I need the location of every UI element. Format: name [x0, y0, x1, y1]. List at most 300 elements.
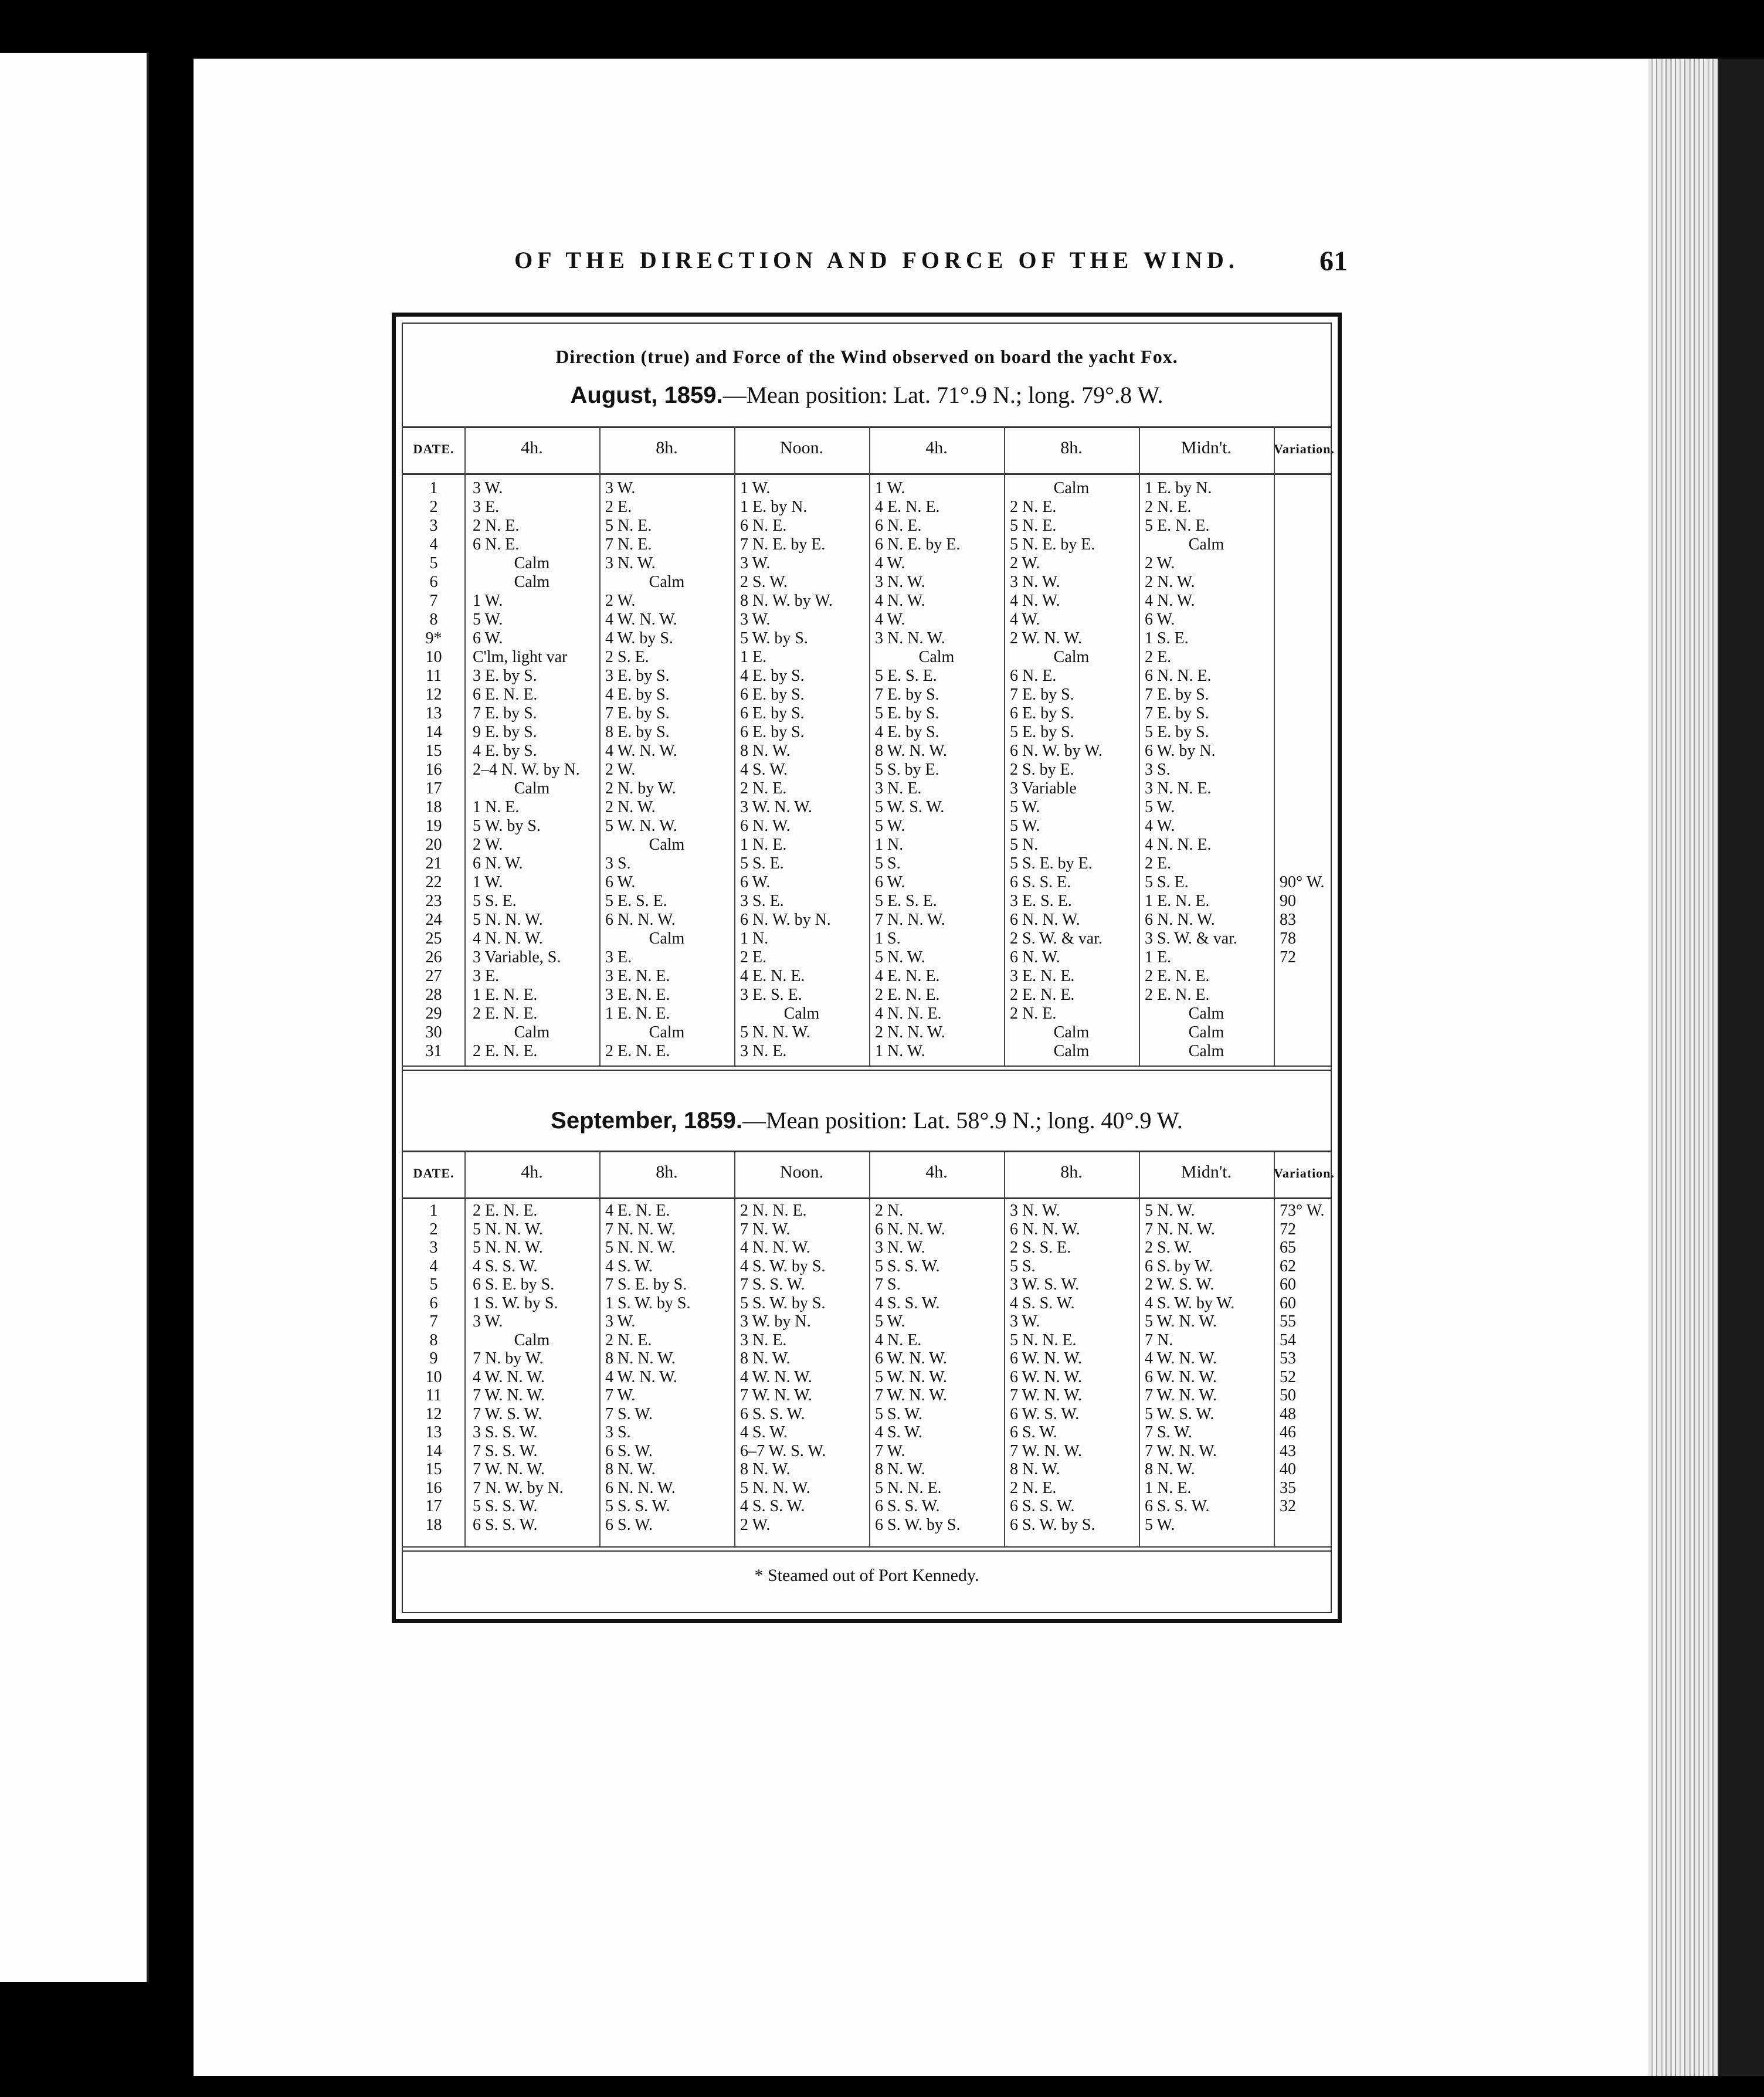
- date-cell: 17: [425, 779, 442, 798]
- wind-cell: 3 S.: [605, 1423, 631, 1441]
- scan-border: [1718, 59, 1764, 2076]
- date-cell: 11: [426, 1386, 442, 1404]
- wind-cell: 5 W.: [473, 610, 503, 629]
- wind-cell: 8 N. W.: [740, 1460, 791, 1478]
- table-row: [403, 892, 1331, 911]
- table-row: [403, 1312, 1331, 1331]
- wind-cell: 5 E. N. E.: [1145, 517, 1210, 535]
- wind-cell: 2 E. N. E.: [1145, 967, 1210, 985]
- wind-cell: 1 N. E.: [473, 798, 520, 816]
- wind-cell: 1 N.: [740, 929, 769, 948]
- wind-cell: 7 W. N. W.: [740, 1386, 812, 1404]
- wind-cell: 5 N. W.: [875, 948, 925, 966]
- table-row: [403, 517, 1331, 535]
- wind-cell: 1 S. E.: [1145, 629, 1189, 647]
- table-row: [403, 817, 1331, 836]
- wind-cell: 5 E. S. E.: [875, 892, 937, 910]
- wind-cell: 5 N. N. E.: [875, 1478, 942, 1497]
- september-title-rest: —Mean position: Lat. 58°.9 N.; long. 40°.9 W.: [742, 1107, 1183, 1134]
- table-row: [403, 1479, 1331, 1498]
- wind-cell: 7 W. N. W.: [1145, 1441, 1217, 1460]
- variation-cell: 54: [1280, 1331, 1296, 1349]
- wind-cell: 2 W.: [1010, 554, 1040, 572]
- variation-cell: 78: [1280, 929, 1296, 948]
- wind-cell: 6 E. by S.: [740, 704, 805, 722]
- wind-cell: 4 N. W.: [1145, 592, 1195, 610]
- wind-cell: 2 E. N. E.: [473, 1202, 538, 1220]
- wind-cell: 5 S. E.: [473, 892, 517, 910]
- wind-cell: 5 W.: [1010, 798, 1040, 816]
- wind-cell: 7 N. E.: [605, 535, 652, 554]
- wind-cell: 4 W. N. W.: [605, 742, 677, 760]
- table-row: [403, 1023, 1331, 1042]
- august-column-header: DATE.: [413, 442, 454, 456]
- wind-cell: 2 N.: [875, 1202, 904, 1220]
- date-cell: 3: [429, 517, 438, 535]
- wind-cell: 1 E.: [740, 648, 767, 666]
- wind-cell: 5 N. N. W.: [740, 1478, 810, 1497]
- wind-cell: 3 W. S. W.: [1010, 1275, 1080, 1294]
- wind-cell: 6 S. S. W.: [740, 1404, 805, 1423]
- wind-cell: 5 N. W.: [1145, 1202, 1195, 1220]
- wind-cell: 2 E. N. E.: [605, 1042, 670, 1060]
- wind-cell: Calm: [1188, 1042, 1224, 1060]
- table-row: [403, 1331, 1331, 1350]
- wind-cell: 3 N. E.: [740, 1042, 787, 1060]
- wind-cell: 2 N. E.: [740, 779, 787, 798]
- table-row: [403, 554, 1331, 573]
- table-row: [403, 1349, 1331, 1368]
- wind-cell: 5 N.: [1010, 836, 1039, 854]
- wind-cell: 7 W. N. W.: [473, 1386, 545, 1404]
- date-cell: 25: [425, 929, 442, 948]
- wind-cell: Calm: [649, 836, 685, 854]
- september-column-header: Midn't.: [1180, 1162, 1232, 1182]
- date-cell: 14: [425, 1441, 442, 1460]
- wind-cell: 6 N. N. W.: [875, 1220, 945, 1238]
- wind-cell: 2 S. W.: [1145, 1238, 1192, 1257]
- date-cell: 8: [429, 610, 438, 629]
- table-row: [403, 798, 1331, 817]
- wind-cell: 7 N. E. by E.: [740, 535, 826, 554]
- date-cell: 15: [425, 1460, 442, 1478]
- wind-cell: 4 E. N. E.: [875, 967, 940, 985]
- september-title-bold: September, 1859.: [551, 1108, 742, 1134]
- wind-cell: 5 E. by S.: [1145, 723, 1209, 741]
- wind-cell: Calm: [514, 1023, 550, 1041]
- wind-cell: 4 S. W.: [875, 1423, 922, 1441]
- wind-cell: 2 N. N. E.: [740, 1202, 807, 1220]
- variation-cell: 72: [1280, 948, 1296, 966]
- date-cell: 29: [425, 1005, 442, 1023]
- date-cell: 5: [429, 554, 438, 572]
- wind-cell: 3 E.: [473, 498, 500, 516]
- wind-cell: 5 N. N. W.: [473, 1238, 543, 1257]
- date-cell: 4: [429, 1257, 438, 1275]
- wind-cell: 3 E. N. E.: [605, 967, 670, 985]
- wind-cell: 4 S. W. by W.: [1145, 1294, 1235, 1312]
- table-row: [403, 479, 1331, 498]
- date-cell: 18: [425, 798, 442, 816]
- wind-cell: 5 N. E.: [605, 517, 652, 535]
- wind-cell: 3 Variable, S.: [473, 948, 561, 966]
- date-cell: 16: [425, 1478, 442, 1497]
- table-row: [403, 1386, 1331, 1405]
- wind-cell: 5 E. S. E.: [605, 892, 667, 910]
- wind-cell: Calm: [1053, 479, 1090, 497]
- date-cell: 9: [429, 1349, 438, 1368]
- table-row: [403, 535, 1331, 554]
- table-row: [403, 1257, 1331, 1276]
- wind-cell: 7 W. S. W.: [473, 1404, 542, 1423]
- september-column-header: Variation.: [1274, 1166, 1335, 1180]
- wind-cell: 4 W. by S.: [605, 629, 673, 647]
- wind-cell: 6 S. W.: [605, 1441, 653, 1460]
- wind-cell: 3 W. N. W.: [740, 798, 812, 816]
- variation-cell: 43: [1280, 1441, 1296, 1460]
- wind-cell: 7 S. W.: [605, 1404, 653, 1423]
- wind-cell: 4 W.: [1145, 817, 1175, 835]
- wind-cell: 7 W. N. W.: [1145, 1386, 1217, 1404]
- wind-cell: 5 E. S. E.: [875, 667, 937, 685]
- wind-cell: 7 E. by S.: [473, 704, 537, 722]
- wind-cell: 4 E. by S.: [605, 686, 670, 704]
- wind-cell: Calm: [514, 1331, 550, 1349]
- wind-cell: 6 W.: [605, 873, 636, 891]
- wind-cell: 1 N.: [875, 836, 904, 854]
- wind-cell: 3 N. E.: [740, 1331, 787, 1349]
- wind-cell: 2 E. N. E.: [1010, 986, 1075, 1004]
- wind-cell: 2 N. E.: [1010, 498, 1057, 516]
- september-title: [403, 1107, 1331, 1134]
- september-table-bottom-rule: [403, 1546, 1331, 1552]
- variation-cell: 50: [1280, 1386, 1296, 1404]
- wind-cell: 2 W. S. W.: [1145, 1275, 1215, 1294]
- wind-cell: 6 N. E.: [1010, 667, 1057, 685]
- wind-cell: Calm: [918, 648, 955, 666]
- date-cell: 16: [425, 761, 442, 779]
- date-cell: 14: [425, 723, 442, 741]
- wind-cell: 4 W. N. W.: [473, 1368, 545, 1386]
- wind-cell: 5 W. N. W.: [605, 817, 677, 835]
- wind-cell: 6 S. S. W.: [875, 1497, 940, 1515]
- table-row: [403, 929, 1331, 948]
- table-row: [403, 986, 1331, 1005]
- wind-cell: 6 S. S. W.: [473, 1515, 538, 1534]
- wind-cell: 4 E. by S.: [740, 667, 805, 685]
- wind-cell: 6–7 W. S. W.: [740, 1441, 826, 1460]
- date-cell: 23: [425, 892, 442, 910]
- date-cell: 20: [425, 836, 442, 854]
- wind-cell: 6 S. W. by S.: [1010, 1515, 1095, 1534]
- wind-cell: 2 E.: [740, 948, 767, 966]
- wind-cell: 7 S.: [875, 1275, 901, 1294]
- wind-cell: 7 W. N. W.: [1010, 1441, 1082, 1460]
- date-cell: 9*: [425, 629, 442, 647]
- wind-cell: 6 N. W.: [740, 817, 791, 835]
- wind-cell: 5 S.: [1010, 1257, 1036, 1275]
- wind-cell: 4 E. N. E.: [740, 967, 805, 985]
- date-cell: 13: [425, 1423, 442, 1441]
- wind-cell: 6 W.: [740, 873, 771, 891]
- wind-cell: 2 N. by W.: [605, 779, 676, 798]
- wind-cell: 3 W.: [740, 554, 771, 572]
- table-row: [403, 1275, 1331, 1294]
- wind-cell: 2 N. E.: [473, 517, 520, 535]
- table-title: Direction (true) and Force of the Wind observed on board the yacht Fox.: [555, 346, 1178, 367]
- wind-cell: Calm: [649, 573, 685, 591]
- wind-cell: 7 W.: [605, 1386, 636, 1404]
- table-row: [403, 967, 1331, 986]
- table-row: [403, 742, 1331, 761]
- date-cell: 10: [425, 648, 442, 666]
- wind-cell: 8 W. N. W.: [875, 742, 947, 760]
- wind-cell: 5 S. W.: [875, 1404, 922, 1423]
- wind-cell: 8 N. W.: [605, 1460, 656, 1478]
- date-cell: 28: [425, 986, 442, 1004]
- wind-cell: 2 N. N. W.: [875, 1023, 945, 1041]
- wind-cell: 7 N. W.: [740, 1220, 791, 1238]
- table-row: [403, 629, 1331, 648]
- variation-cell: 32: [1280, 1497, 1296, 1515]
- wind-cell: 7 N. N. W.: [605, 1220, 676, 1238]
- date-cell: 31: [425, 1042, 442, 1060]
- wind-cell: 6 S. W.: [1010, 1423, 1057, 1441]
- wind-cell: 5 N. N. W.: [473, 911, 543, 929]
- date-cell: 19: [425, 817, 442, 835]
- date-cell: 7: [429, 1312, 438, 1331]
- wind-cell: 8 N. W.: [1010, 1460, 1060, 1478]
- wind-cell: 1 W.: [740, 479, 771, 497]
- wind-cell: Calm: [1188, 535, 1224, 554]
- date-cell: 8: [429, 1331, 438, 1349]
- date-cell: 4: [429, 535, 438, 554]
- wind-cell: 5 W.: [1010, 817, 1040, 835]
- table-row: [403, 1238, 1331, 1257]
- wind-cell: 8 N. W.: [1145, 1460, 1195, 1478]
- wind-cell: 8 N. W.: [740, 742, 791, 760]
- september-column-header: Noon.: [779, 1162, 824, 1182]
- table-row: [403, 911, 1331, 929]
- wind-table: [402, 323, 1335, 1613]
- table-row: [403, 723, 1331, 742]
- wind-cell: 3 N. N. E.: [1145, 779, 1212, 798]
- table-row: [403, 667, 1331, 686]
- wind-cell: 5 S. S. W.: [605, 1497, 670, 1515]
- variation-cell: 53: [1280, 1349, 1296, 1368]
- variation-cell: 90° W.: [1280, 873, 1325, 891]
- wind-cell: 4 W. N. W.: [1145, 1349, 1217, 1368]
- wind-cell: 8 N. W.: [740, 1349, 791, 1368]
- table-row: [403, 592, 1331, 610]
- table-row: [403, 1005, 1331, 1023]
- table-row: [403, 873, 1331, 892]
- wind-cell: 4 N. N. W.: [473, 929, 543, 948]
- wind-cell: 3 E. N. E.: [605, 986, 670, 1004]
- wind-cell: 3 N. W.: [875, 573, 925, 591]
- wind-cell: 3 E. by S.: [605, 667, 670, 685]
- wind-cell: 5 W. S. W.: [1145, 1404, 1215, 1423]
- wind-cell: 7 S. S. W.: [473, 1441, 538, 1460]
- table-row: [403, 1442, 1331, 1461]
- wind-cell: 3 S. E.: [740, 892, 784, 910]
- wind-cell: 3 N. E.: [875, 779, 922, 798]
- wind-cell: 7 N. N. W.: [875, 911, 945, 929]
- wind-cell: 7 S. W.: [1145, 1423, 1192, 1441]
- wind-cell: Calm: [783, 1005, 820, 1023]
- wind-cell: 4 S. W.: [740, 1423, 788, 1441]
- wind-cell: 4 W.: [1010, 610, 1040, 629]
- table-row: [403, 573, 1331, 592]
- september-column-header: 4h.: [925, 1162, 948, 1182]
- wind-cell: 2 E.: [1145, 648, 1172, 666]
- wind-cell: 4 N. N. E.: [875, 1005, 942, 1023]
- wind-cell: 4 N. W.: [1010, 592, 1060, 610]
- wind-cell: 6 N. E. by E.: [875, 535, 961, 554]
- variation-cell: 90: [1280, 892, 1296, 910]
- date-cell: 1: [429, 479, 438, 497]
- wind-cell: 1 W.: [473, 592, 503, 610]
- wind-cell: 7 S. E. by S.: [605, 1275, 687, 1294]
- page-number: 61: [1319, 246, 1348, 277]
- wind-cell: 3 N. N. W.: [875, 629, 945, 647]
- wind-cell: 2 W.: [1145, 554, 1175, 572]
- wind-cell: 4 N. W.: [875, 592, 925, 610]
- wind-cell: 6 S. E. by S.: [473, 1275, 555, 1294]
- date-cell: 1: [429, 1202, 438, 1220]
- variation-cell: 62: [1280, 1257, 1296, 1275]
- wind-cell: 4 W. N. W.: [740, 1368, 812, 1386]
- wind-cell: 2 E. N. E.: [1145, 986, 1210, 1004]
- wind-cell: 1 S. W. by S.: [473, 1294, 558, 1312]
- wind-cell: 5 S. S. W.: [473, 1497, 538, 1515]
- date-cell: 3: [429, 1238, 438, 1257]
- wind-cell: 7 E. by S.: [605, 704, 670, 722]
- wind-cell: 6 N. N. W.: [1145, 911, 1215, 929]
- wind-cell: Calm: [514, 779, 550, 798]
- table-row: [403, 498, 1331, 517]
- wind-cell: 5 S. S. W.: [875, 1257, 940, 1275]
- wind-cell: 4 S. S. W.: [875, 1294, 940, 1312]
- wind-cell: 1 W.: [473, 873, 503, 891]
- wind-cell: 5 N. N. W.: [740, 1023, 810, 1041]
- variation-cell: 35: [1280, 1478, 1296, 1497]
- variation-cell: 65: [1280, 1238, 1296, 1257]
- wind-cell: 3 E.: [473, 967, 500, 985]
- wind-cell: 5 S. W. by S.: [740, 1294, 826, 1312]
- table-row: [403, 948, 1331, 967]
- variation-cell: 55: [1280, 1312, 1296, 1331]
- facing-page-edge: [0, 53, 149, 1982]
- wind-cell: 5 W. N. W.: [1145, 1312, 1217, 1331]
- wind-cell: 2 N. W.: [605, 798, 656, 816]
- table-row: [403, 1405, 1331, 1424]
- table-row: [403, 1460, 1331, 1479]
- wind-cell: 6 E. by S.: [740, 686, 805, 704]
- wind-cell: 5 S. E. by E.: [1010, 854, 1093, 873]
- wind-cell: 7 E. by S.: [1010, 686, 1074, 704]
- wind-cell: 4 S. S. W.: [740, 1497, 805, 1515]
- wind-cell: 3 W.: [605, 1312, 636, 1331]
- date-cell: 17: [425, 1497, 442, 1515]
- wind-cell: 6 S. W.: [605, 1515, 653, 1534]
- wind-cell: 3 N. W.: [1010, 1202, 1060, 1220]
- wind-cell: 7 W.: [875, 1441, 905, 1460]
- august-column-header: Midn't.: [1180, 438, 1232, 457]
- wind-cell: 6 W. by N.: [1145, 742, 1216, 760]
- wind-cell: 1 N. W.: [875, 1042, 925, 1060]
- wind-cell: 6 N. N. W.: [605, 911, 676, 929]
- wind-cell: Calm: [1053, 1023, 1090, 1041]
- wind-cell: 3 Variable: [1010, 779, 1077, 798]
- wind-cell: 1 E. N. E.: [473, 986, 538, 1004]
- wind-cell: 6 W.: [1145, 610, 1175, 629]
- wind-cell: 7 E. by S.: [875, 686, 939, 704]
- wind-cell: 2 E.: [605, 498, 632, 516]
- wind-cell: 5 S. E.: [1145, 873, 1189, 891]
- date-cell: 15: [425, 742, 442, 760]
- august-header-bottom-rule: [403, 473, 1331, 475]
- wind-cell: 1 S. W. by S.: [605, 1294, 691, 1312]
- wind-cell: 4 E. N. E.: [875, 498, 940, 516]
- wind-cell: 6 E. N. E.: [473, 686, 538, 704]
- wind-cell: 6 E. by S.: [1010, 704, 1074, 722]
- wind-cell: 6 N. N. W.: [1010, 1220, 1080, 1238]
- date-cell: 7: [429, 592, 438, 610]
- table-row: [403, 1042, 1331, 1061]
- wind-cell: 6 N. N. W.: [605, 1478, 676, 1497]
- wind-cell: 5 W. S. W.: [875, 798, 945, 816]
- wind-cell: 7 N. W. by N.: [473, 1478, 564, 1497]
- wind-cell: 1 E. N. E.: [605, 1005, 670, 1023]
- wind-cell: 3 N. W.: [1010, 573, 1060, 591]
- table-row: [403, 1368, 1331, 1387]
- wind-cell: 7 N. N. W.: [1145, 1220, 1215, 1238]
- date-cell: 12: [425, 686, 442, 704]
- wind-cell: 2 E. N. E.: [473, 1042, 538, 1060]
- table-row: [403, 1294, 1331, 1313]
- date-cell: 2: [429, 498, 438, 516]
- wind-cell: 6 N. W.: [473, 854, 523, 873]
- wind-cell: 2 N. W.: [1145, 573, 1195, 591]
- september-header-top-rule: [403, 1151, 1331, 1152]
- wind-cell: 2 E.: [1145, 854, 1172, 873]
- wind-cell: Calm: [1053, 648, 1090, 666]
- table-row: [403, 1220, 1331, 1239]
- wind-cell: 5 S. E.: [740, 854, 784, 873]
- wind-cell: 2 E. N. E.: [875, 986, 940, 1004]
- wind-table-frame: [392, 313, 1342, 1623]
- variation-cell: 40: [1280, 1460, 1296, 1478]
- wind-cell: 2 E. N. E.: [473, 1005, 538, 1023]
- date-cell: 22: [425, 873, 442, 891]
- date-cell: 30: [425, 1023, 442, 1041]
- variation-cell: 60: [1280, 1275, 1296, 1294]
- wind-cell: 7 E. by S.: [1145, 686, 1209, 704]
- date-cell: 12: [425, 1404, 442, 1423]
- wind-cell: 7 N. by W.: [473, 1349, 544, 1368]
- august-column-header: Variation.: [1274, 442, 1335, 456]
- table-row: [403, 686, 1331, 704]
- date-cell: 10: [425, 1368, 442, 1386]
- table-row: [403, 704, 1331, 723]
- wind-cell: 2 S. W.: [740, 573, 788, 591]
- wind-cell: 1 E. by N.: [740, 498, 808, 516]
- wind-cell: 6 N. N. W.: [1010, 911, 1080, 929]
- wind-cell: 9 E. by S.: [473, 723, 537, 741]
- wind-cell: 5 W. by S.: [740, 629, 808, 647]
- august-title: [403, 381, 1331, 409]
